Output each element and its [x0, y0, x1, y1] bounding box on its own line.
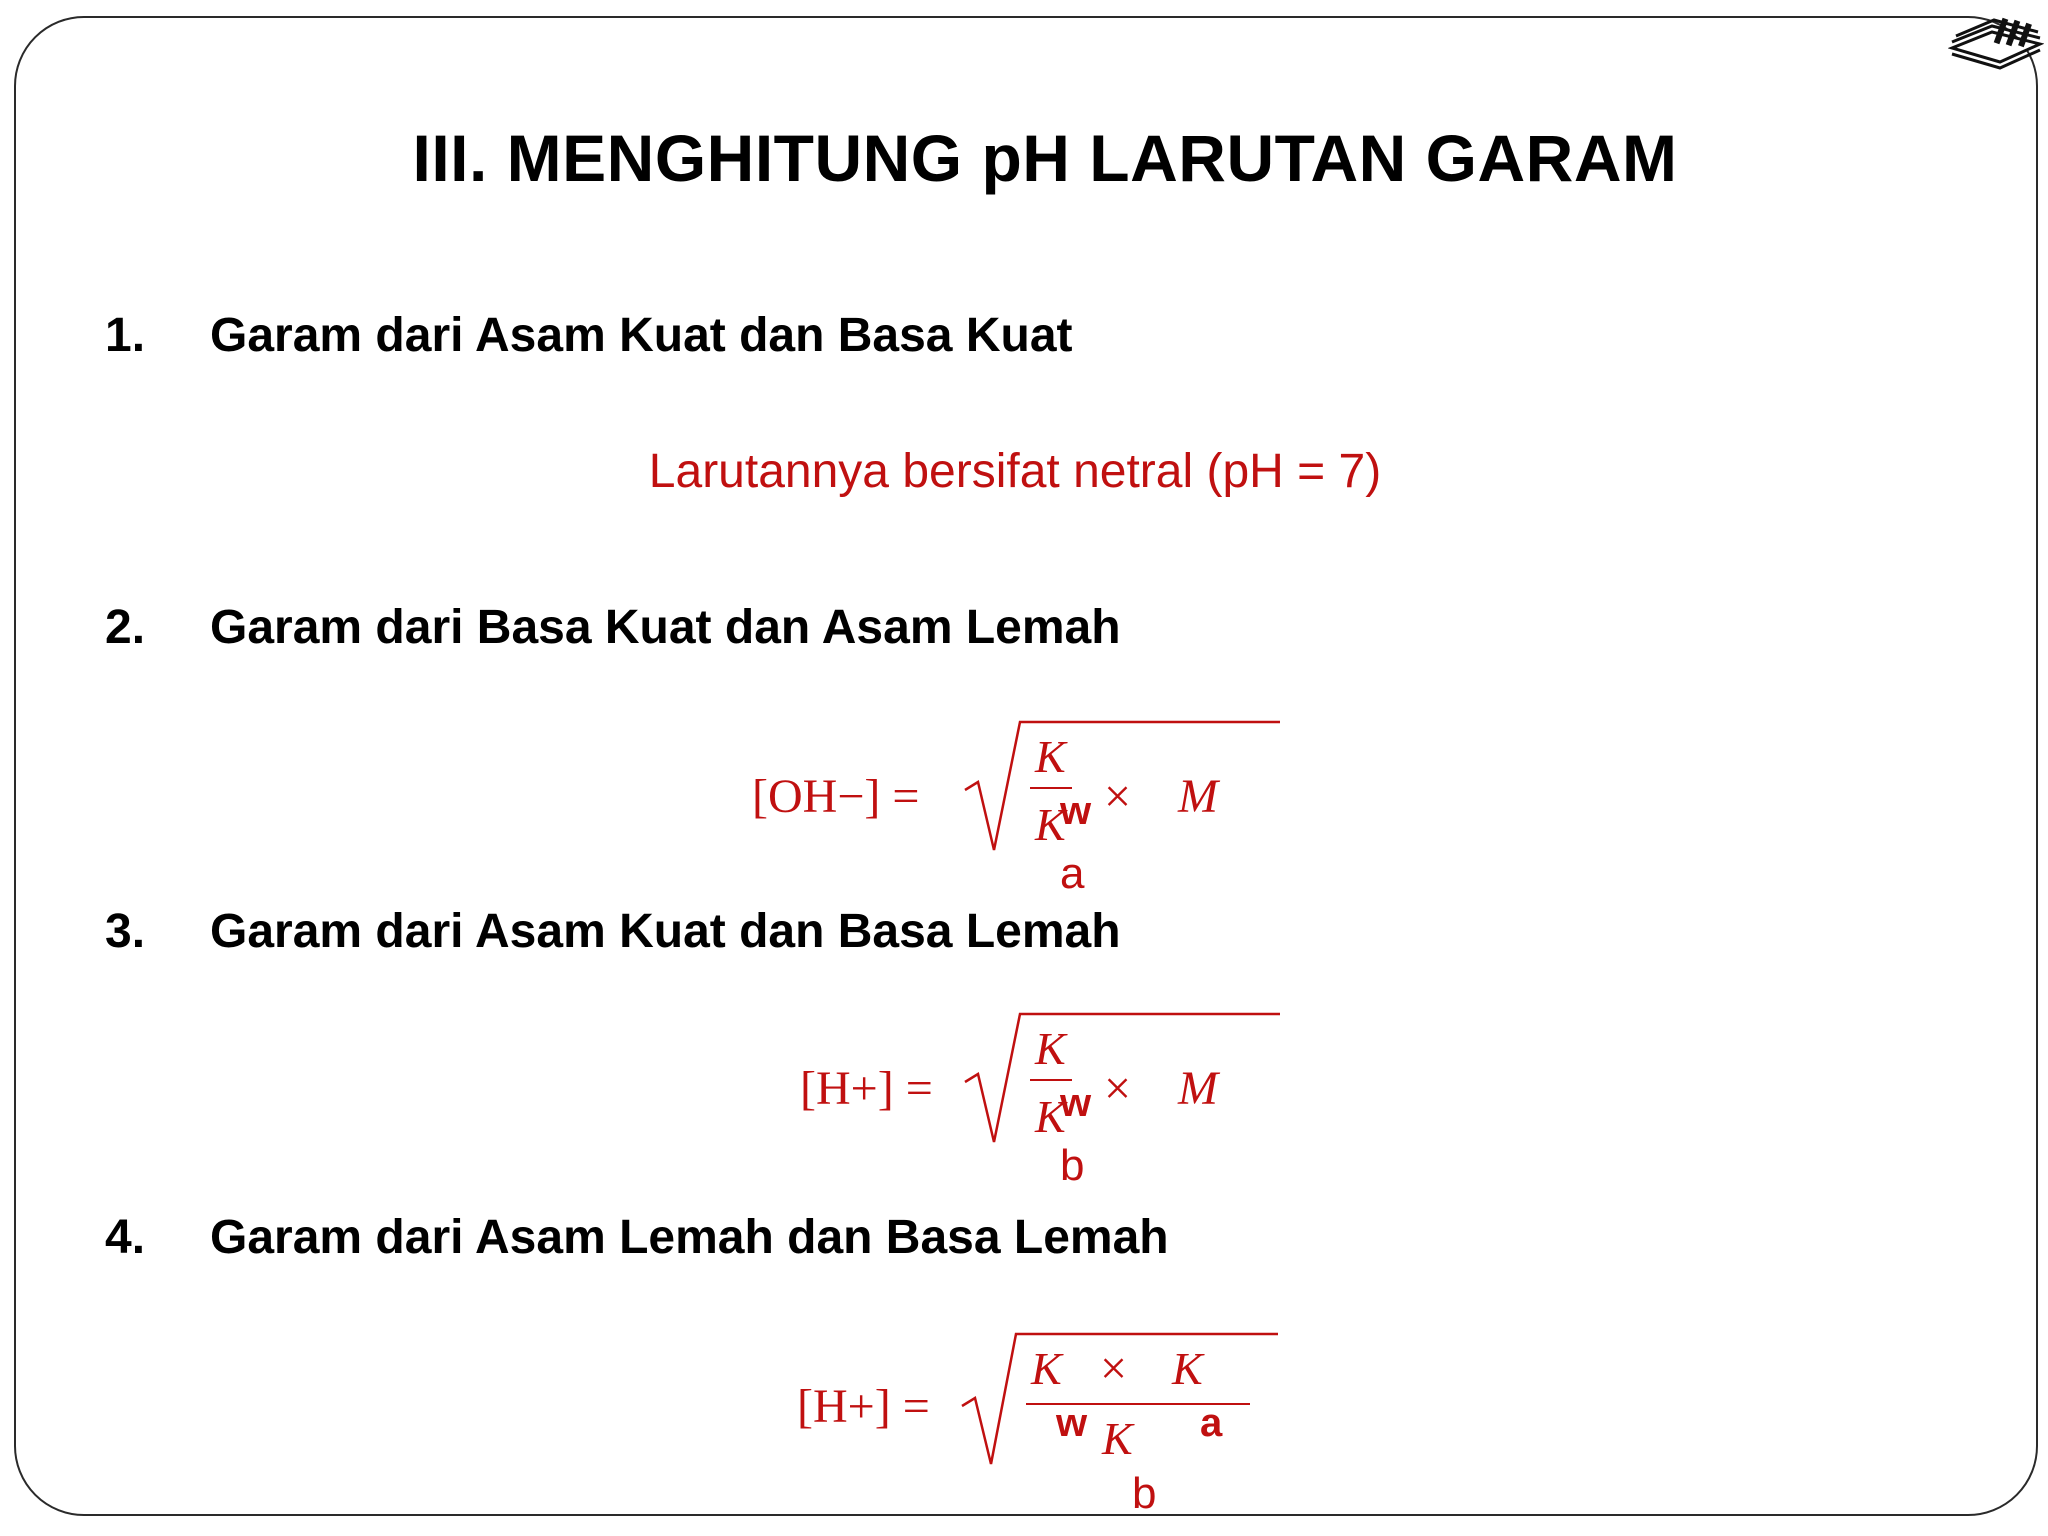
formula-oh-concentration [750, 700, 1290, 910]
w-subscript: w [1056, 1401, 1088, 1445]
neutral-note: Larutannya bersifat netral (pH = 7) [648, 445, 1382, 498]
w-subscript: w [1060, 789, 1092, 833]
list-item-2 [105, 600, 1121, 655]
a-subscript: a [1060, 849, 1085, 898]
formula-lhs: [OH−] = [752, 770, 920, 823]
formula-h-concentration-weak-base [750, 992, 1290, 1202]
b-subscript: b [1132, 1469, 1157, 1518]
k-denominator: K [1035, 1091, 1066, 1142]
k-denominator: K [1102, 1413, 1133, 1464]
formula-lhs: [H+] = [800, 1062, 933, 1115]
formula-lhs: [H+] = [797, 1380, 930, 1433]
item-label: Garam dari Asam Kuat dan Basa Kuat [210, 309, 1073, 362]
item-label: Garam dari Basa Kuat dan Asam Lemah [210, 601, 1121, 654]
stacked-books-icon [1948, 14, 2044, 70]
list-item-1 [105, 308, 1073, 363]
item-number: 3. [105, 905, 146, 958]
item-number: 1. [105, 309, 146, 362]
a-subscript: a [1200, 1401, 1223, 1445]
molarity-m: M [1178, 1062, 1218, 1115]
times-sign: × [1104, 770, 1132, 823]
slide-title: III. MENGHITUNG pH LARUTAN GARAM [412, 121, 1678, 195]
k-denominator: K [1035, 799, 1066, 850]
times-sign: × [1100, 1342, 1128, 1395]
w-subscript: w [1060, 1081, 1092, 1125]
item-label: Garam dari Asam Lemah dan Basa Lemah [210, 1211, 1169, 1264]
item-number: 2. [105, 601, 146, 654]
k-numerator: K [1035, 1023, 1066, 1074]
kw-k: K [1031, 1343, 1062, 1394]
ka-k: K [1172, 1343, 1203, 1394]
molarity-m: M [1178, 770, 1218, 823]
formula-h-concentration-weak-both [750, 1320, 1290, 1530]
list-item-3 [105, 904, 1121, 959]
item-label: Garam dari Asam Kuat dan Basa Lemah [210, 905, 1121, 958]
item-number: 4. [105, 1211, 146, 1264]
list-item-4 [105, 1210, 1169, 1265]
b-subscript: b [1060, 1141, 1085, 1190]
times-sign: × [1104, 1062, 1132, 1115]
k-numerator: K [1035, 731, 1066, 782]
